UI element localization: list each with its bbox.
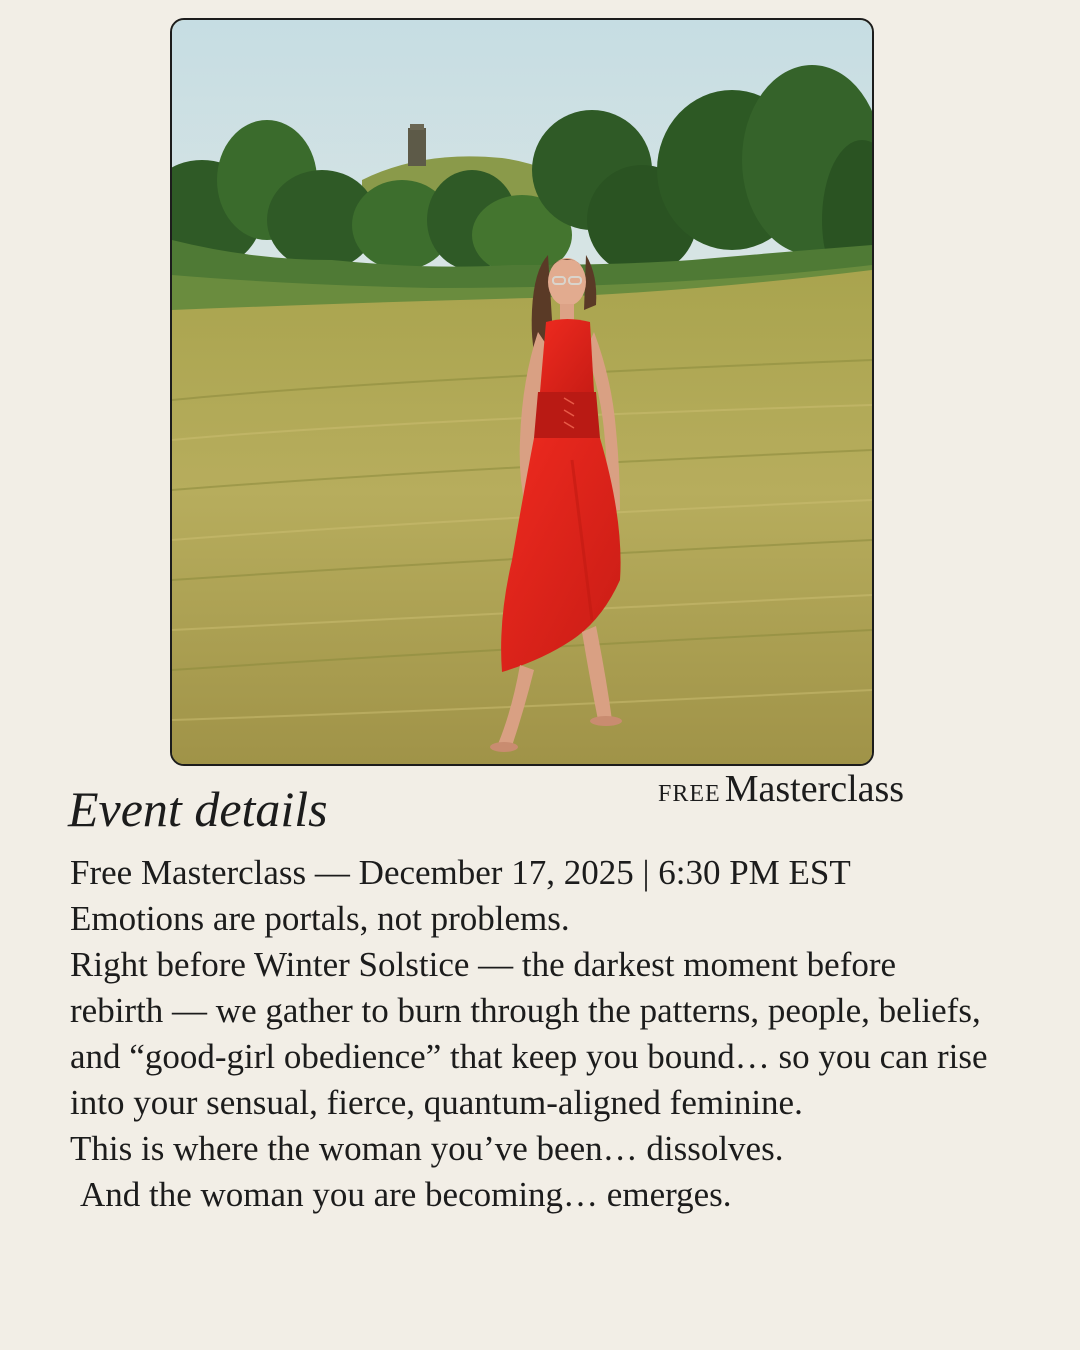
event-photo xyxy=(170,18,874,766)
photo-woman-in-red-dress-in-field xyxy=(172,20,872,764)
description-paragraph: Right before Winter Solstice — the darkest moment before rebirth — we gather to burn through the patterns, people, beliefs, and “good-girl obedience” that keep you bound… so you can rise into your sensual, fierce, quantum-aligned feminine. xyxy=(70,945,988,1122)
event-date-line: Free Masterclass — December 17, 2025 | 6:30 PM EST xyxy=(70,853,851,892)
event-description xyxy=(70,850,990,1218)
free-masterclass-label xyxy=(658,770,904,808)
free-label: FREE xyxy=(658,781,721,807)
description-paragraph: This is where the woman you’ve been… dissolves. xyxy=(70,1129,784,1168)
description-paragraph: Emotions are portals, not problems. xyxy=(70,899,570,938)
description-paragraph: And the woman you are becoming… emerges. xyxy=(80,1175,732,1214)
event-details-heading: Event details xyxy=(68,781,328,837)
masterclass-label: Masterclass xyxy=(724,768,905,810)
